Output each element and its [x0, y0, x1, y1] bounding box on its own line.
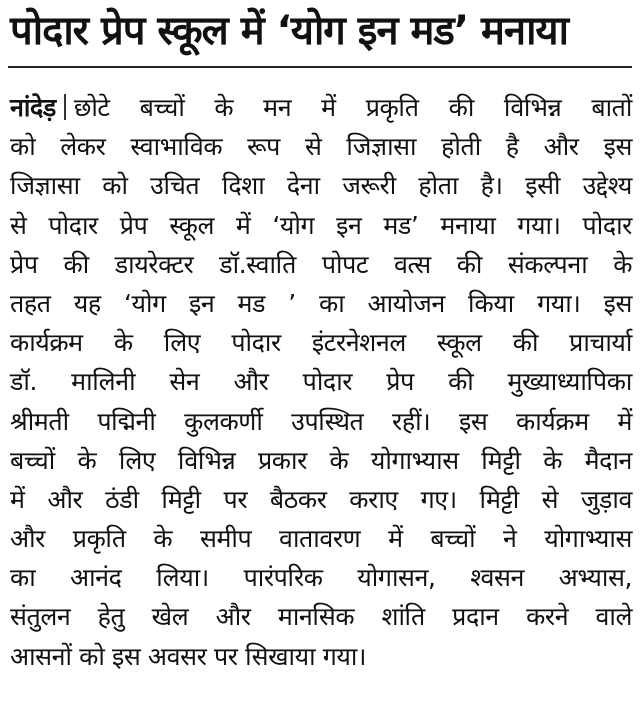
article-line: [10, 88, 632, 127]
article-line: संतुलन हेतु खेल और मानसिक शांति प्रदान करने वाले: [10, 602, 632, 632]
article-line-text: छोटे बच्चों के मन में प्रकृति की विभिन्न बातों: [73, 93, 632, 122]
article-line: कार्यक्रम के लिए पोदार इंटरनेशनल स्कूल की प्राचार्या: [10, 328, 632, 358]
article-line: डॉ. मालिनी सेन और पोदार प्रेप की मुख्याध्यापिका: [10, 367, 632, 397]
article-line: बच्चों के लिए विभिन्न प्रकार के योगाभ्यास मिट्टी के मैदान: [10, 445, 632, 475]
article-line: और प्रकृति के समीप वातावरण में बच्चों ने योगाभ्यास: [10, 524, 632, 554]
article-line: श्रीमती पद्मिनी कुलकर्णी उपस्थित रहीं। इस कार्यक्रम में: [10, 406, 632, 436]
article-body: [10, 88, 632, 676]
article-line: से पोदार प्रेप स्कूल में ‘योग इन मड’ मनाया गया। पोदार: [10, 210, 632, 240]
article-line: आसनों को इस अवसर पर सिखाया गया।: [10, 641, 367, 671]
article-line: तहत यह ‘योग इन मड ’ का आयोजन किया गया। इस: [10, 288, 632, 318]
article-line: जिज्ञासा को उचित दिशा देना जरूरी होता है। इसी उद्देश्य: [10, 171, 632, 201]
article-line: का आनंद लिया। पारंपरिक योगासन, श्वसन अभ्यास,: [10, 563, 632, 593]
headline-divider: [8, 66, 632, 68]
dateline: नांदेड़: [10, 93, 56, 122]
headline: पोदार प्रेप स्कूल में ‘योग इन मड’ मनाया: [10, 8, 568, 54]
article-line: को लेकर स्वाभाविक रूप से जिज्ञासा होती है और इस: [10, 132, 632, 162]
article-line: में और ठंडी मिट्टी पर बैठकर कराए गए। मिट्टी से जुड़ाव: [10, 484, 632, 514]
dateline-separator: [64, 94, 66, 120]
article-line: प्रेप की डायरेक्टर डॉ.स्वाति पोपट वत्स की संकल्पना के: [10, 249, 632, 279]
